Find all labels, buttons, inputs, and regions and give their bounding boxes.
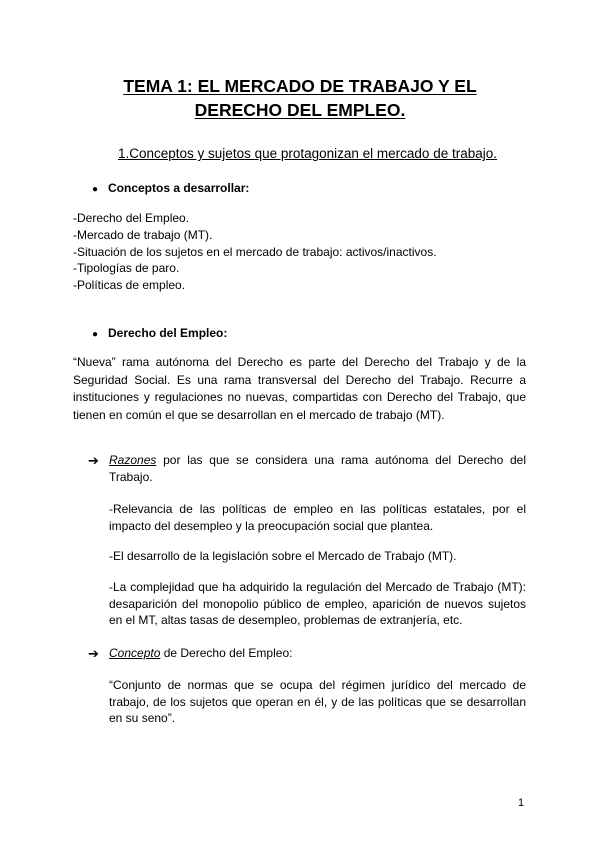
heading-text: Derecho del Empleo: (108, 326, 228, 340)
concepto-definition: “Conjunto de normas que se ocupa del régimen jurídico del mercado de trabajo, de los sujetos que operan en él, y de las políticas que se desarrollan en su seno”. (109, 678, 526, 726)
concepto-label: Concepto (109, 646, 161, 660)
razon-point-1: -Relevancia de las políticas de empleo en las políticas estatales, por el impacto del desempleo y la preocupación social que plantea. (109, 502, 526, 533)
razones-item (88, 452, 526, 486)
list-item: -Políticas de empleo. (73, 278, 186, 293)
razon-point-3: -La complejidad que ha adquirido la regulación del Mercado de Trabajo (MT): desaparición del monopolio público de empleo, aparición de nuevos sujetos en el MT, altas tasas de desempleo, problemas de extranjería, etc. (109, 580, 526, 628)
title-line-2: DERECHO DEL EMPLEO. (194, 100, 406, 120)
bullet-icon: ● (92, 184, 99, 195)
arrow-icon: ➔ (88, 646, 99, 661)
razones-label: Razones (109, 453, 157, 467)
bullet-heading-derecho (92, 325, 227, 343)
concepto-item (88, 645, 526, 662)
title-line-1: TEMA 1: EL MERCADO DE TRABAJO Y EL (123, 76, 477, 96)
list-item: -Derecho del Empleo. (73, 211, 190, 225)
bullet-icon: ● (92, 329, 99, 340)
intro-paragraph: “Nueva” rama autónoma del Derecho es parte del Derecho del Trabajo y de la Seguridad Social. Es una rama transversal del Derecho del Trabajo. Recurre a instituciones y regulaciones no nuevas, compartidas con Derecho del Trabajo, que tienen en común el que se desarrollan en el mercado de trabajo (MT). (73, 355, 526, 422)
page-title (60, 74, 540, 122)
page-number: 1 (518, 797, 525, 809)
heading-text: Conceptos a desarrollar: (108, 181, 250, 195)
razones-text (109, 452, 526, 486)
razon-point-2: -El desarrollo de la legislación sobre el Mercado de Trabajo (MT). (109, 549, 457, 563)
section-subtitle: 1.Conceptos y sujetos que protagonizan el mercado de trabajo. (118, 146, 497, 161)
list-item: -Tipologías de paro. (73, 261, 180, 276)
arrow-icon: ➔ (88, 453, 99, 468)
concepts-list (73, 210, 437, 294)
concepto-text (109, 645, 526, 662)
razones-rest: por las que se considera una rama autónoma del Derecho del Trabajo. (109, 453, 526, 484)
bullet-heading-conceptos (92, 180, 249, 198)
concepto-rest: de Derecho del Empleo: (160, 646, 293, 660)
list-item: -Mercado de trabajo (MT). (73, 227, 213, 242)
list-item: -Situación de los sujetos en el mercado de trabajo: activos/inactivos. (73, 244, 437, 259)
